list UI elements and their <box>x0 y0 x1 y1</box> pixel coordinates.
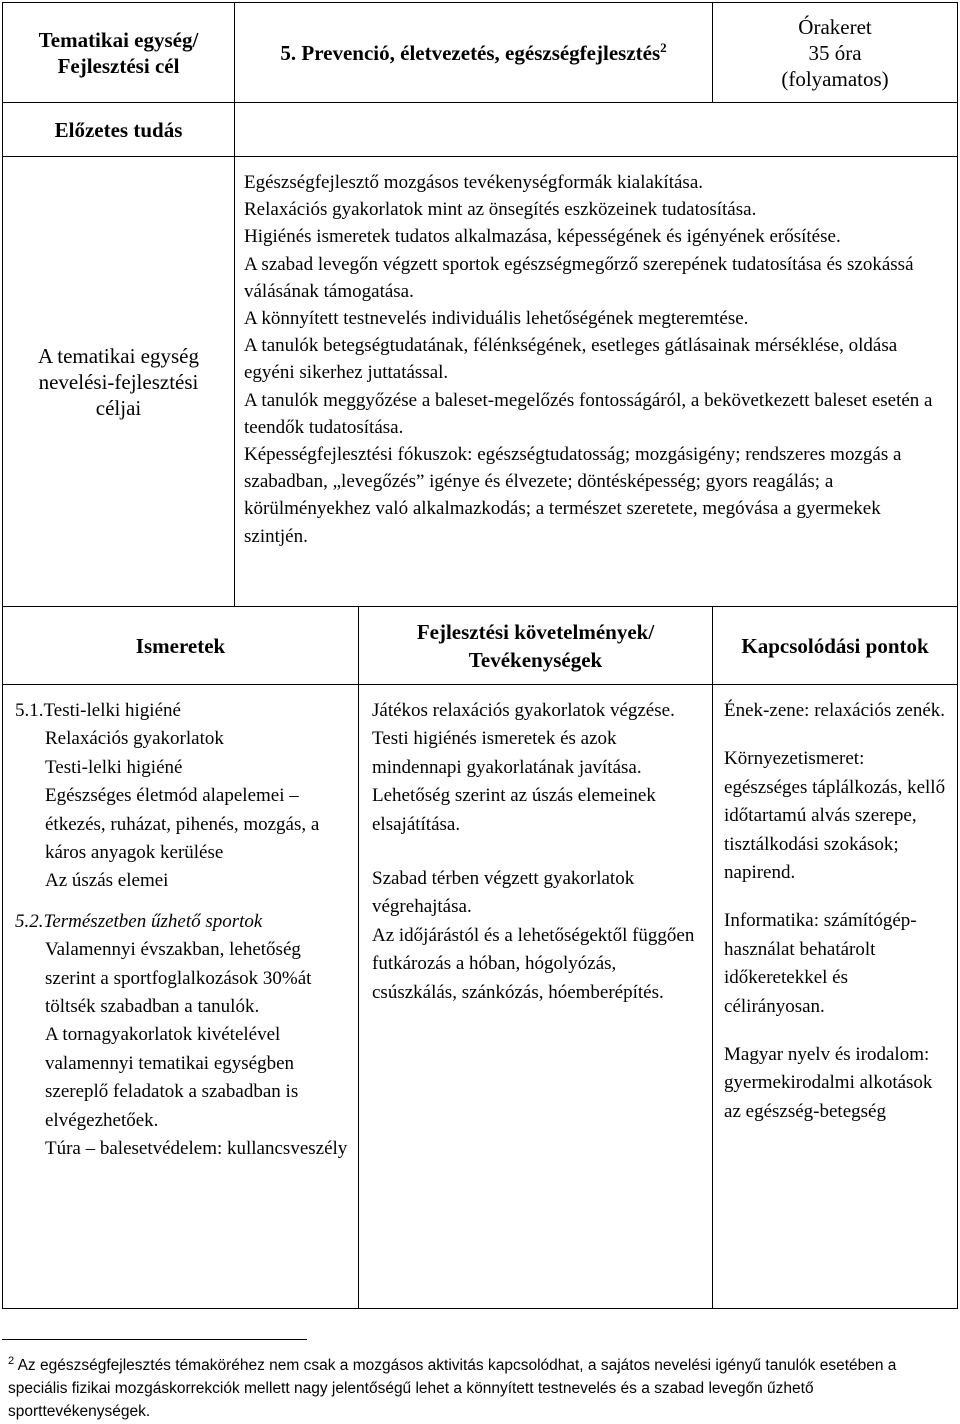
knowledge-item: Valamennyi évszakban, lehetőség szerint a sportfoglalkozások 30%át töltsék szabadban a tanulók. <box>45 939 312 1018</box>
connections-header-text: Kapcsolódási pontok <box>741 633 929 658</box>
knowledge-item: Relaxációs gyakorlatok <box>45 728 224 750</box>
knowledge-item: Túra – balesetvédelem: kullancsveszély <box>45 1138 348 1160</box>
knowledge-item: Egészséges életmód alapelemei – étkezés, ruházat, pihenés, mozgás, a káros anyagok kerülése <box>45 785 320 864</box>
requirement-item: Az időjárástól és a lehetőségektől függően futkározás a hóban, hógolyózás, csúszkálás, szánkózás, hóemberépítés. <box>372 924 695 1003</box>
hours-cell <box>713 3 958 103</box>
goal-item: Higiénés ismeretek tudatos alkalmazása, képességének és igényének erősítése. <box>244 226 841 248</box>
prior-knowledge-label-cell <box>3 103 235 157</box>
requirement-item: Lehetőség szerint az úszás elemeinek elsajátítása. <box>372 785 656 835</box>
unit-title: 5. Prevenció, életvezetés, egészségfejlesztés <box>280 40 661 65</box>
goals-label-cell <box>3 157 235 607</box>
knowledge-header-text: Ismeretek <box>135 633 226 658</box>
knowledge-section-title: 5.1.Testi-lelki higiéné <box>15 700 181 721</box>
footnote-text: Az egészségfejlesztés témaköréhez nem csak a mozgásos aktivitás kapcsolódhat, a sajátos nevelési igényű tanulók esetében a speciális fizikai mozgáskorrekciók mellett nagy jelentőségű lehet a könnyített testnevelés és a szabad levegőn űzhető sporttevékenységek. <box>8 1357 897 1421</box>
goals-label-line3: céljai <box>95 395 142 420</box>
goal-item: Egészségfejlesztő mozgásos tevékenységformák kialakítása. <box>244 172 703 193</box>
requirements-header-line2: Tevékenységek <box>468 647 603 672</box>
requirements-header-line1: Fejlesztési követelmények/ <box>416 619 655 644</box>
hours-note: (folyamatos) <box>781 66 889 91</box>
connection-item: Magyar nyelv és irodalom: gyermekirodalmi alkotások az egészség-betegség <box>724 1044 933 1122</box>
knowledge-item: A tornagyakorlatok kivételével valamennyi tematikai egységben szereplő feladatok a szabadban is elvégezhetőek. <box>45 1024 299 1131</box>
goal-item: A tanulók meggyőzése a baleset-megelőzés fontosságáról, a bekövetkezett baleset esetén a teendők tudatosítása. <box>244 389 933 438</box>
goals-label-line2: nevelési-fejlesztési <box>38 369 199 394</box>
connections-header <box>713 607 958 685</box>
requirement-item: Testi higiénés ismeretek és azok mindennapi gyakorlatának javítása. <box>372 728 642 778</box>
goal-item: A szabad levegőn végzett sportok egészségmegőrző szerepének tudatosítása és szokássá válásának támogatása. <box>244 253 914 302</box>
connection-item: Környezetismeret: egészséges táplálkozás, kellő időtartamú alvás szerepe, tisztálkodási szokások; napirend. <box>724 748 946 884</box>
footnote <box>8 1350 953 1423</box>
unit-label-line2: Fejlesztési cél <box>57 53 180 78</box>
goal-item: A könnyített testnevelés individuális lehetőségének megteremtése. <box>244 308 749 330</box>
prior-knowledge-label: Előzetes tudás <box>54 117 183 142</box>
curriculum-table <box>2 2 958 1309</box>
requirements-cell <box>359 685 713 1309</box>
goals-row <box>3 157 958 607</box>
footnote-separator <box>2 1339 307 1340</box>
knowledge-item: Testi-lelki higiéné <box>45 756 183 778</box>
requirement-item: Szabad térben végzett gyakorlatok végrehajtása. <box>372 868 635 918</box>
requirements-header <box>359 607 713 685</box>
header-row <box>3 3 958 103</box>
knowledge-header <box>3 607 359 685</box>
connection-item: Ének-zene: relaxációs zenék. <box>724 700 946 721</box>
goals-text-cell <box>235 157 958 607</box>
prior-knowledge-value <box>235 103 958 157</box>
unit-title-footnote-ref: 2 <box>660 39 667 55</box>
requirement-item: Játékos relaxációs gyakorlatok végzése. <box>372 700 675 721</box>
hours-value: 35 óra <box>808 40 862 65</box>
unit-label-cell <box>3 3 235 103</box>
unit-label-line1: Tematikai egység/ <box>38 27 199 52</box>
content-row <box>3 685 958 1309</box>
goal-item: A tanulók betegségtudatának, félénkségének, esetleges gátlásainak mérséklése, oldása egyéni sikerhez juttatással. <box>244 335 898 384</box>
goal-item: Képességfejlesztési fókuszok: egészségtudatosság; mozgásigény; rendszeres mozgás a szabadban, „levegőzés” igénye és élvezete; döntésképesség; gyors reagálás; a körülményekhez való alkalmazkodás; a természet szeretete, megóvása a gyermekek szintjén. <box>244 444 902 547</box>
knowledge-cell <box>3 685 359 1309</box>
knowledge-section-title: 5.2.Természetben űzhető sportok <box>15 910 263 932</box>
knowledge-item: Az úszás elemei <box>45 870 169 892</box>
connection-item: Informatika: számítógép-használat behatárolt időkeretekkel és célirányosan. <box>724 910 917 1017</box>
goal-item: Relaxációs gyakorlatok mint az önsegítés eszközeinek tudatosítása. <box>244 199 757 221</box>
prior-knowledge-row <box>3 103 958 157</box>
footnote-marker: 2 <box>8 1355 15 1367</box>
unit-title-cell <box>235 3 713 103</box>
column-header-row <box>3 607 958 685</box>
goals-label-line1: A tematikai egység <box>38 343 199 368</box>
hours-label: Órakeret <box>798 14 872 39</box>
connections-cell <box>713 685 958 1309</box>
